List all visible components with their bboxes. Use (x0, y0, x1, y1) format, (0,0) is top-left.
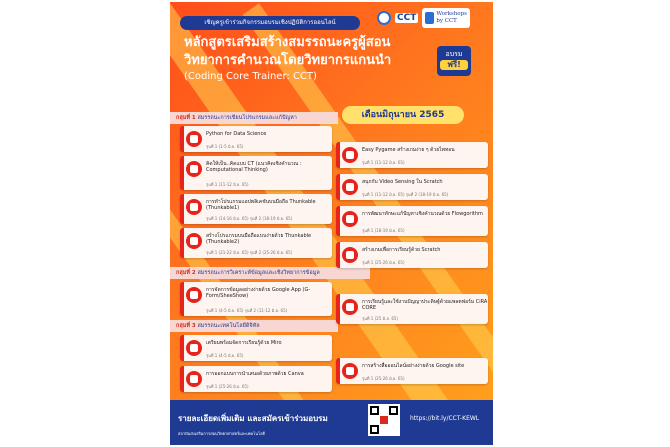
group-num: กลุ่มที่ 1 (176, 115, 196, 121)
course-title: การสร้างสื่อออนไลน์อย่างง่ายด้วย Google site (362, 363, 465, 369)
group-header-2 (170, 267, 370, 279)
course-title: สร้างเกมเพื่อการเรียนรู้ด้วย Scratch (362, 247, 441, 253)
course-title: เตรียมพร้อมจัดการเรียนรู้ด้วย Miro (206, 340, 282, 346)
mobile-app-icon (186, 199, 202, 215)
course-title: Easy Pygame สร้างเกมง่าย ๆ ด้วยไพทอน (362, 147, 455, 153)
footer-info: รายละเอียดเพิ่มเติม และสมัครเข้าร่วมอบรม (178, 414, 328, 423)
course-card-thunkable1[interactable] (180, 194, 332, 224)
course-card-pygame[interactable] (336, 142, 488, 168)
free-badge-top: อบรม (445, 50, 463, 58)
course-title: การออกแบบการนำเสนอด้วยภาพด้วย Canva (206, 371, 304, 377)
course-title: การทำโปรแกรมแอปพลิเคชันบนมือถือ Thunkable (Thunkable1) (206, 199, 316, 211)
ai-icon (342, 299, 358, 315)
free-badge (437, 46, 471, 76)
python-icon (186, 131, 202, 147)
group-label: สมรรถนะเทคโนโลยีดิจิทัล (197, 323, 260, 329)
course-card-thunkable2[interactable] (180, 228, 332, 258)
workshops-logo (422, 8, 470, 28)
course-card-flowgorithm[interactable] (336, 206, 488, 236)
course-title: การเรียนรู้และใช้งานปัญญาประดิษฐ์ด้วยแพลตฟอร์ม CiRA CORE (362, 299, 488, 311)
group-num: กลุ่มที่ 3 (176, 323, 196, 329)
course-date: รุ่นที่ 1 (14-16 มิ.ย. 65) รุ่นที่ 2 (18-19 มิ.ย. 65) (206, 216, 293, 221)
course-title: Python for Data Science (206, 131, 267, 137)
group-header-1 (170, 112, 338, 124)
course-card-google-site[interactable] (336, 358, 488, 384)
course-date: รุ่นที่ 1 (18-19 มิ.ย. 65) (362, 228, 405, 233)
website-icon (342, 363, 358, 379)
course-date: รุ่นที่ 1 (25-26 มิ.ย. 65) (206, 384, 249, 389)
course-card-python[interactable] (180, 126, 332, 152)
course-card-cira-core[interactable] (336, 294, 488, 324)
course-card-ct[interactable] (180, 156, 332, 190)
free-badge-bottom: ฟรี! (440, 60, 468, 70)
design-icon (186, 371, 202, 387)
poster-footer (170, 400, 493, 445)
month-label: เดือนมิถุนายน 2565 (342, 106, 464, 124)
course-card-miro[interactable] (180, 335, 332, 361)
course-title: สร้างโปรแกรมบนมือถือแบบง่ายด้วย Thunkable (Thunkable2) (206, 233, 312, 245)
course-title: สนุกกับ Video Sensing ใน Scratch (362, 179, 443, 185)
title-line1: หลักสูตรเสริมสร้างสมรรถนะครูผู้สอน (184, 35, 391, 50)
ipst-logo-icon (377, 11, 391, 25)
qr-code-icon[interactable] (368, 404, 400, 436)
course-date: รุ่นที่ 1 (11-12 มิ.ย. 65) (362, 160, 405, 165)
workshops-logo-line1: Workshops (436, 11, 467, 17)
course-date: รุ่นที่ 1 (21-22 มิ.ย. 65) รุ่นที่ 2 (25-26 มิ.ย. 65) (206, 250, 293, 255)
cct-logo: CCT (397, 13, 417, 23)
course-date: รุ่นที่ 1 (25 มิ.ย. 65) (362, 316, 398, 321)
group-label: สมรรถนะการวิเคราะห์ข้อมูลและเชิงวิทยาการข้อมูล (197, 270, 320, 276)
mobile-app-icon (186, 233, 202, 249)
course-card-google-app[interactable] (180, 282, 332, 316)
game-icon (342, 147, 358, 163)
course-date: รุ่นที่ 1 (25-26 มิ.ย. 65) (362, 260, 405, 265)
whiteboard-icon (186, 340, 202, 356)
brain-icon (186, 161, 202, 177)
title-line2: วิทยาการคำนวณโดยวิทยากรแกนนำ (184, 53, 392, 68)
spreadsheet-icon (186, 287, 202, 303)
workshops-logo-icon (425, 12, 434, 24)
course-date: รุ่นที่ 1 (4-5 มิ.ย. 65) (206, 353, 244, 358)
course-card-scratch-game[interactable] (336, 242, 488, 268)
registration-link[interactable]: https://bit.ly/CCT-KEWL (410, 415, 480, 422)
qr-finder (370, 425, 379, 434)
course-date: รุ่นที่ 1 (1-5 มิ.ย. 65) (206, 144, 244, 149)
qr-center-mark (380, 416, 388, 424)
invite-banner: เชิญครูเข้าร่วมกิจกรรมอบรมเชิงปฏิบัติการออนไลน์ (180, 16, 360, 30)
workshops-logo-line2: by CCT (436, 18, 457, 24)
camera-icon (342, 179, 358, 195)
course-card-canva[interactable] (180, 366, 332, 392)
org-name: สถาบันส่งเสริมการสอนวิทยาศาสตร์และเทคโนโลยี (178, 431, 265, 436)
course-date: รุ่นที่ 1 (11-12 มิ.ย. 65) รุ่นที่ 2 (18-19 มิ.ย. 65) (362, 192, 449, 197)
course-date: รุ่นที่ 1 (25-26 มิ.ย. 65) (362, 376, 405, 381)
qr-finder (389, 406, 398, 415)
logo-bar (377, 6, 491, 30)
qr-finder (370, 406, 379, 415)
flowchart-icon (342, 211, 358, 227)
course-card-video-sensing[interactable] (336, 174, 488, 200)
title-line3: (Coding Core Trainer: CCT) (184, 71, 317, 82)
group-num: กลุ่มที่ 2 (176, 270, 196, 276)
course-title: คิดให้เป็น..คิดแบบ CT (แนวคิดเชิงคำนวณ : Computational Thinking) (206, 161, 302, 173)
group-label: สมรรถนะการเขียนโปรแกรมและแก้ปัญหา (197, 115, 297, 121)
course-date: รุ่นที่ 1 (4-5 มิ.ย. 65) รุ่นที่ 2 (11-12 มิ.ย. 65) (206, 308, 288, 313)
workshop-poster (170, 2, 493, 445)
scratch-cat-icon (342, 247, 358, 263)
course-title: การพัฒนาทักษะแก้ปัญหาเชิงคำนวณด้วย Flowgorithm (362, 211, 483, 217)
course-title: การจัดการข้อมูลอย่างง่ายด้วย Google App (G-Form/SheeShow) (206, 287, 311, 299)
group-header-3 (170, 320, 338, 332)
poster-title (176, 34, 444, 98)
course-date: รุ่นที่ 1 (11-12 มิ.ย. 65) (206, 182, 249, 187)
